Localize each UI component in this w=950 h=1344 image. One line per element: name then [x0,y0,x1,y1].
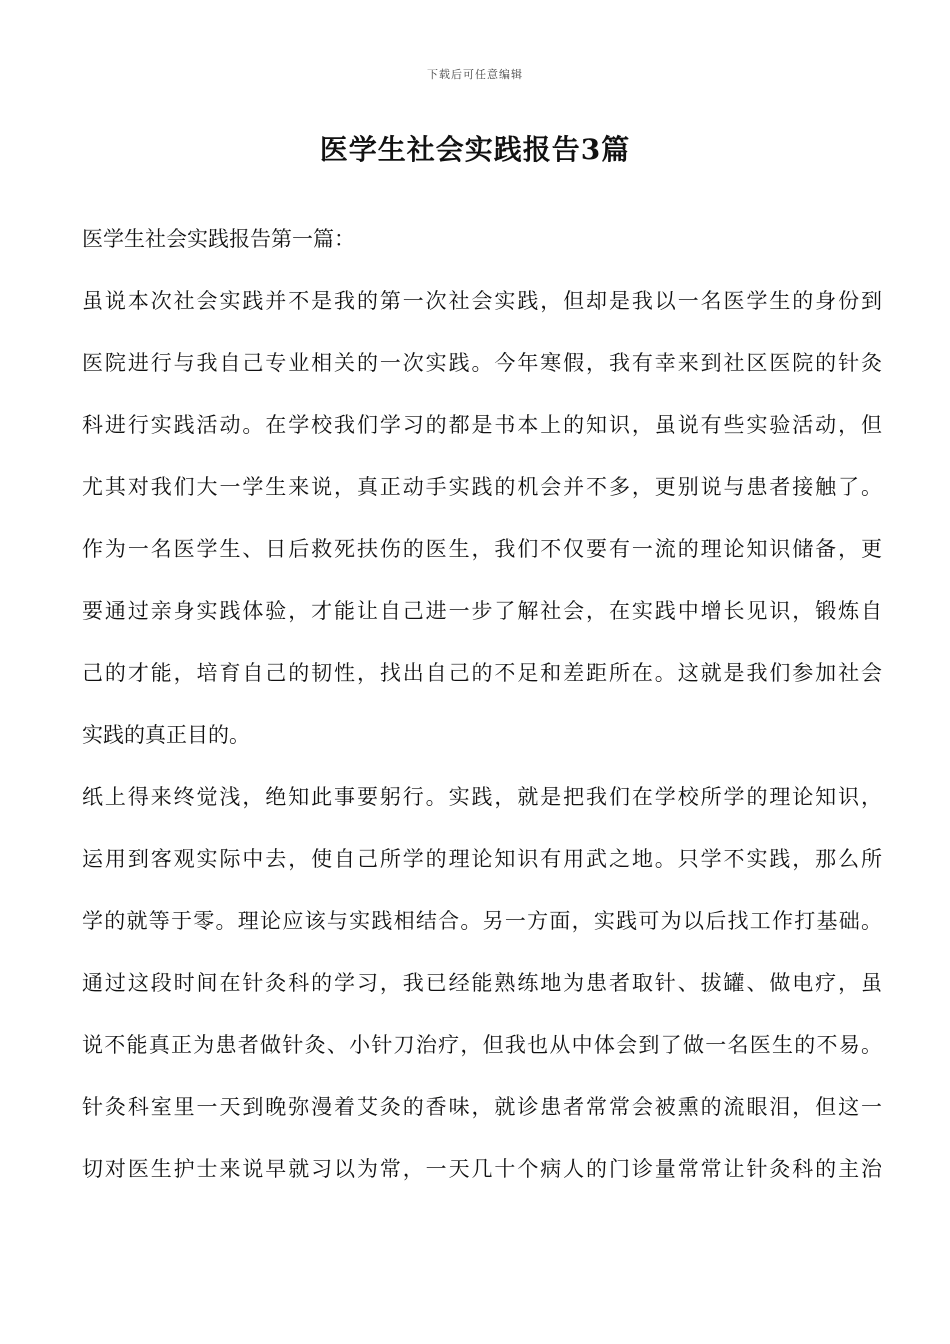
paragraph-line: 学的就等于零。理论应该与实践相结合。另一方面，实践可为以后找工作打基础。 [82,909,882,933]
header-note: 下载后可任意编辑 [427,68,523,81]
paragraph-line: 实践的真正目的。 [82,723,250,747]
section-heading: 医学生社会实践报告第一篇： [82,227,355,251]
paragraph-line: 切对医生护士来说早就习以为常，一天几十个病人的门诊量常常让针灸科的主治 [82,1157,882,1181]
paragraph-line: 针灸科室里一天到晚弥漫着艾灸的香味，就诊患者常常会被熏的流眼泪，但这一 [82,1095,882,1119]
paragraph-line: 作为一名医学生、日后救死扶伤的医生，我们不仅要有一流的理论知识储备，更 [82,537,882,561]
paragraph-line: 科进行实践活动。在学校我们学习的都是书本上的知识，虽说有些实验活动，但 [82,413,882,437]
paragraph-line: 尤其对我们大一学生来说，真正动手实践的机会并不多，更别说与患者接触了。 [82,475,882,499]
paragraph-line: 说不能真正为患者做针灸、小针刀治疗，但我也从中体会到了做一名医生的不易。 [82,1033,882,1057]
paragraph-line: 医院进行与我自己专业相关的一次实践。今年寒假，我有幸来到社区医院的针灸 [82,351,882,375]
document-title: 医学生社会实践报告3篇 [319,133,631,166]
paragraph-line: 己的才能，培育自己的韧性，找出自己的不足和差距所在。这就是我们参加社会 [82,661,882,685]
paragraph-line: 要通过亲身实践体验，才能让自己进一步了解社会，在实践中增长见识，锻炼自 [82,599,882,623]
paragraph-line: 虽说本次社会实践并不是我的第一次社会实践，但却是我以一名医学生的身份到 [82,289,882,313]
document-body [82,224,882,1216]
paragraph-line: 通过这段时间在针灸科的学习，我已经能熟练地为患者取针、拔罐、做电疗，虽 [82,971,882,995]
paragraph-line: 运用到客观实际中去，使自己所学的理论知识有用武之地。只学不实践，那么所 [82,847,882,871]
paragraph-line: 纸上得来终觉浅，绝知此事要躬行。实践，就是把我们在学校所学的理论知识， [82,785,882,809]
